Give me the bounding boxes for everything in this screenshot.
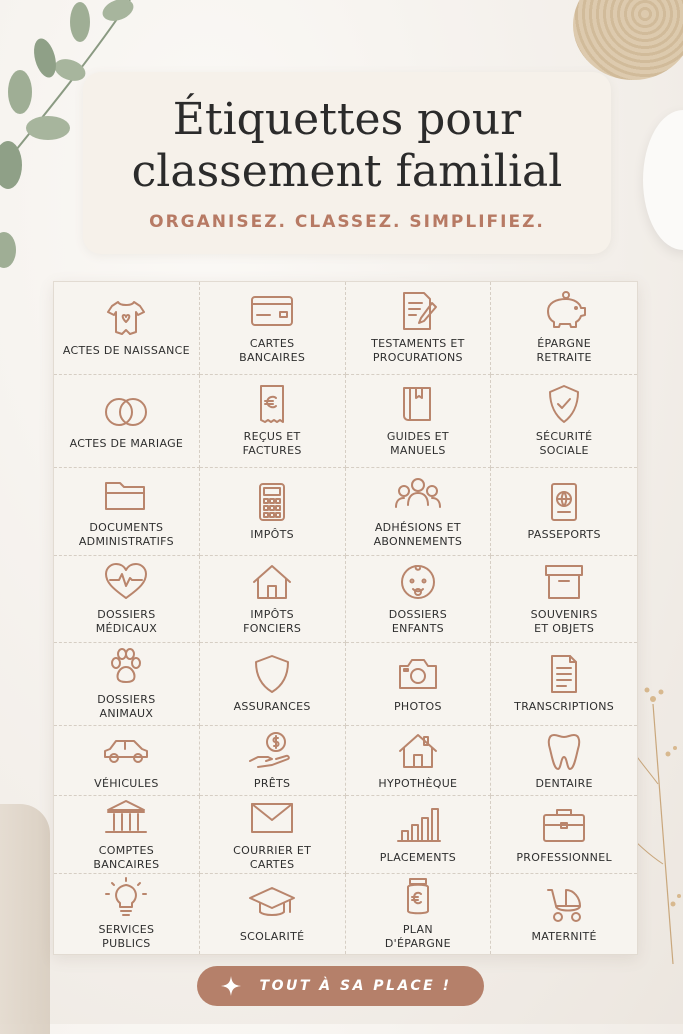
label-text: PRÊTS [253, 776, 291, 790]
tout-a-sa-place-button[interactable] [197, 966, 484, 1006]
label-actes-de-naissance [54, 282, 200, 375]
lightbulb-icon [102, 877, 150, 917]
label-passeports [491, 468, 637, 556]
house-icon [248, 562, 296, 602]
label-impots [200, 468, 346, 556]
label-souvenirs [491, 556, 637, 643]
label-text: PLACEMENTS [379, 850, 457, 864]
label-text: DOCUMENTS ADMINISTRATIFS [78, 520, 174, 548]
label-text: HYPOTHÈQUE [378, 776, 458, 790]
label-professionnel [491, 796, 637, 874]
tooth-icon [540, 731, 588, 771]
bank-icon [102, 798, 150, 838]
label-text: COMPTES BANCAIRES [93, 843, 160, 871]
label-text: PROFESSIONNEL [516, 850, 612, 864]
label-transcriptions [491, 643, 637, 726]
title-line-1: Étiquettes pour [172, 94, 522, 145]
label-hypotheque [346, 726, 492, 796]
label-text: ADHÉSIONS ET ABONNEMENTS [373, 520, 463, 548]
label-adhesions [346, 468, 492, 556]
hand-coin-icon [248, 731, 296, 771]
woven-basket-decoration [573, 0, 683, 80]
graduation-cap-icon [248, 884, 296, 924]
label-dossiers-medicaux [54, 556, 200, 643]
label-text: PLAN D'ÉPARGNE [384, 923, 451, 950]
stroller-icon [540, 884, 588, 924]
label-assurances [200, 643, 346, 726]
label-services-publics [54, 874, 200, 954]
piggy-bank-icon [540, 291, 588, 331]
label-text: ACTES DE MARIAGE [69, 437, 184, 450]
label-scolarite [200, 874, 346, 954]
label-testaments [346, 282, 492, 375]
label-text: COURRIER ET CARTES [233, 843, 312, 871]
labels-grid [53, 281, 638, 955]
label-guides-manuels [346, 375, 492, 468]
document-lines-icon [540, 654, 588, 694]
label-text: SERVICES PUBLICS [98, 923, 155, 950]
title-line-2: classement familial [131, 146, 563, 197]
label-text: IMPÔTS FONCIERS [243, 608, 302, 635]
label-text: DOSSIERS ENFANTS [388, 608, 448, 635]
label-text: PASSEPORTS [527, 527, 601, 541]
passport-icon [540, 482, 588, 522]
envelope-icon [248, 798, 296, 838]
label-actes-de-mariage [54, 375, 200, 468]
onesie-icon [102, 298, 150, 338]
label-plan-epargne [346, 874, 492, 954]
label-text: CARTES BANCAIRES [239, 337, 306, 364]
page-title [83, 94, 611, 198]
label-securite-sociale [491, 375, 637, 468]
label-text: SOUVENIRS ET OBJETS [530, 608, 598, 635]
label-impots-fonciers [200, 556, 346, 643]
briefcase-icon [540, 805, 588, 845]
baby-face-icon [394, 562, 442, 602]
label-text: ASSURANCES [233, 700, 311, 713]
credit-card-icon [248, 291, 296, 331]
label-text: DENTAIRE [535, 776, 593, 790]
label-recus-factures [200, 375, 346, 468]
linen-decoration [0, 804, 50, 1034]
label-photos [346, 643, 492, 726]
book-icon [394, 384, 442, 424]
rings-icon [102, 391, 150, 431]
group-icon [394, 475, 442, 515]
car-icon [102, 731, 150, 771]
paw-icon [102, 647, 150, 687]
label-vehicules [54, 726, 200, 796]
bar-chart-icon [394, 805, 442, 845]
label-text: SÉCURITÉ SOCIALE [535, 430, 593, 457]
label-text: DOSSIERS ANIMAUX [97, 693, 156, 720]
shield-icon [248, 654, 296, 694]
label-dossiers-enfants [346, 556, 492, 643]
label-dentaire [491, 726, 637, 796]
label-documents-administratifs [54, 468, 200, 556]
label-maternite [491, 874, 637, 954]
subtitle: ORGANISEZ. CLASSEZ. SIMPLIFIEZ. [149, 212, 545, 232]
cta-label: TOUT À SA PLACE ! [259, 978, 452, 994]
label-text: MATERNITÉ [531, 930, 597, 943]
calculator-icon [248, 482, 296, 522]
label-dossiers-animaux [54, 643, 200, 726]
label-cartes-bancaires [200, 282, 346, 375]
label-comptes-bancaires [54, 796, 200, 874]
heart-pulse-icon [102, 562, 150, 602]
label-epargne-retraite [491, 282, 637, 375]
sparkle-icon [221, 976, 241, 996]
folder-icon [102, 475, 150, 515]
receipt-euro-icon [248, 384, 296, 424]
cup-decoration [643, 110, 683, 250]
title-card [83, 72, 611, 254]
label-prets [200, 726, 346, 796]
label-text: IMPÔTS [250, 527, 294, 541]
label-text: REÇUS ET FACTURES [242, 430, 302, 457]
label-text: TESTAMENTS ET PROCURATIONS [371, 337, 465, 364]
label-text: ACTES DE NAISSANCE [62, 344, 190, 357]
label-text: DOSSIERS MÉDICAUX [95, 608, 158, 635]
label-placements [346, 796, 492, 874]
document-pen-icon [394, 291, 442, 331]
label-text: ÉPARGNE RETRAITE [536, 337, 592, 364]
savings-jar-icon [394, 877, 442, 917]
label-text: VÉHICULES [94, 776, 159, 790]
archive-box-icon [540, 562, 588, 602]
camera-icon [394, 654, 442, 694]
label-text: TRANSCRIPTIONS [514, 700, 615, 713]
label-text: GUIDES ET MANUELS [386, 430, 449, 457]
label-courrier [200, 796, 346, 874]
label-text: PHOTOS [394, 700, 442, 713]
home-icon [394, 731, 442, 771]
label-text: SCOLARITÉ [239, 930, 305, 943]
shield-check-icon [540, 384, 588, 424]
